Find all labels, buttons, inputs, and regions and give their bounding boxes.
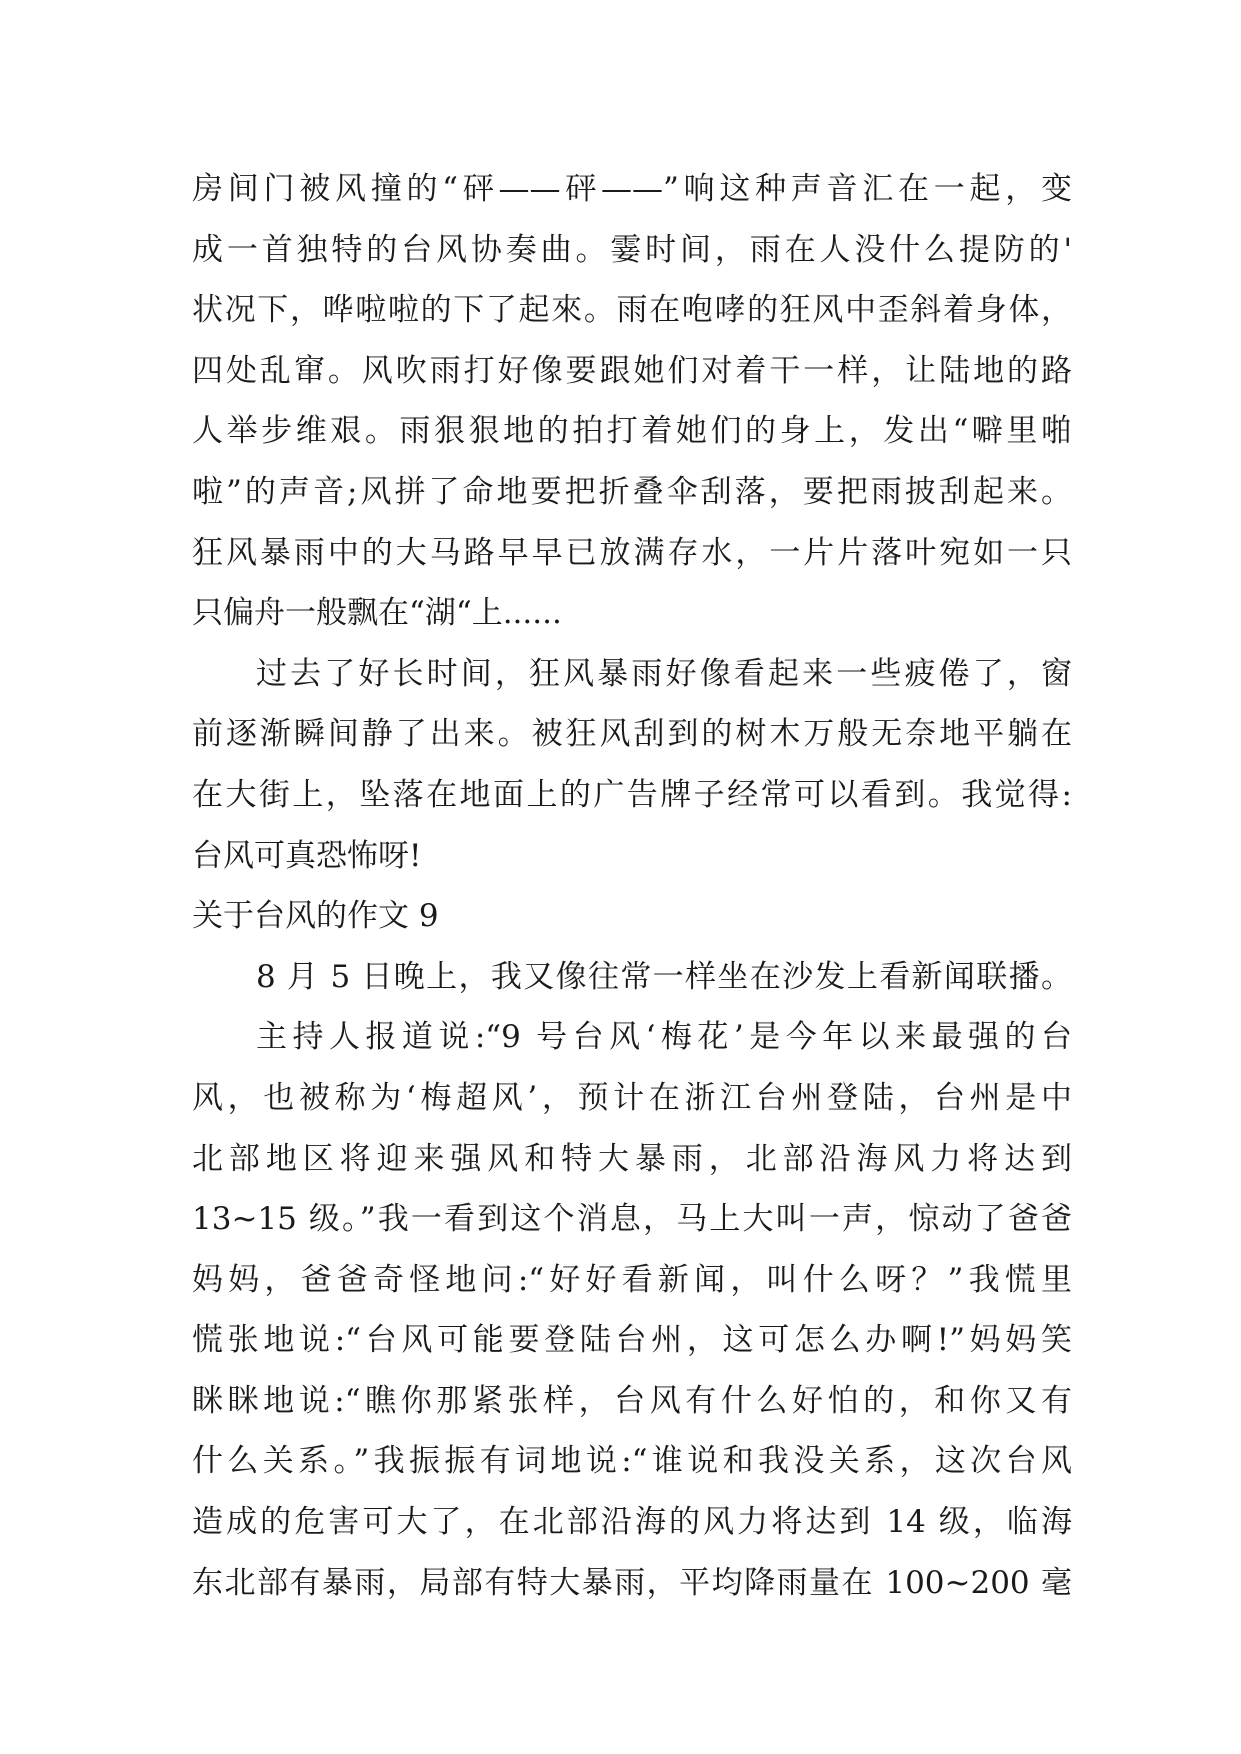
paragraph-first-line: 过去了好长时间，狂风暴雨好像看起来一些疲倦了，窗 [256,655,1072,692]
text-line: 狂风暴雨中的大马路早早已放满存水，一片片落叶宛如一只 [192,534,1072,571]
text-line: 房间门被风撞的“砰——砰——”响这种声音汇在一起，变 [192,171,1072,207]
text-line: 北部地区将迎来强风和特大暴雨，北部沿海风力将达到 [192,1140,1072,1177]
text-line: 什么关系。”我振振有词地说:“谁说和我没关系，这次台风 [192,1443,1072,1480]
text-line: 眯眯地说:“瞧你那紧张样，台风有什么好怕的，和你又有 [192,1382,1072,1419]
text-line: 13~15 级。”我一看到这个消息，马上大叫一声，惊动了爸爸 [192,1201,1072,1238]
text-line: 风，也被称为‘梅超风’，预计在浙江台州登陆，台州是中 [192,1079,1072,1116]
text-line: 造成的危害可大了，在北部沿海的风力将达到 14 级，临海 [192,1504,1072,1541]
text-line: 四处乱窜。风吹雨打好像要跟她们对着干一样，让陆地的路 [192,352,1072,389]
text-line: 东北部有暴雨，局部有特大暴雨，平均降雨量在 100~200 毫 [192,1564,1072,1601]
article-text [192,159,1072,1613]
text-line: 成一首独特的台风协奏曲。霎时间，雨在人没什么提防的' [192,231,1072,268]
text-line: 人举步维艰。雨狠狠地的拍打着她们的身上，发出“噼里啪 [192,413,1072,450]
text-line: 只偏舟一般飘在“湖“上...... [192,595,562,632]
text-line: 状况下，哗啦啦的下了起來。雨在咆哮的狂风中歪斜着身体， [192,292,1072,329]
text-line: 前逐渐瞬间静了出来。被狂风刮到的树木万般无奈地平躺在 [192,716,1072,753]
text-line: 妈妈，爸爸奇怪地问:“好好看新闻，叫什么呀？”我慌里 [192,1261,1072,1298]
text-line: 啦”的声音;风拼了命地要把折叠伞刮落，要把雨披刮起来。 [192,473,1072,510]
essay-heading: 关于台风的作文 9 [192,898,439,935]
text-line: 台风可真恐怖呀! [192,837,422,874]
text-line: 慌张地说:“台风可能要登陆台州，这可怎么办啊!”妈妈笑 [192,1322,1072,1359]
text-line: 在大街上，坠落在地面上的广告牌子经常可以看到。我觉得: [192,776,1072,813]
paragraph-first-line: 主持人报道说:“9 号台风‘梅花’是今年以来最强的台 [256,1019,1072,1056]
paragraph-first-line: 8 月 5 日晚上，我又像往常一样坐在沙发上看新闻联播。 [256,958,1072,995]
